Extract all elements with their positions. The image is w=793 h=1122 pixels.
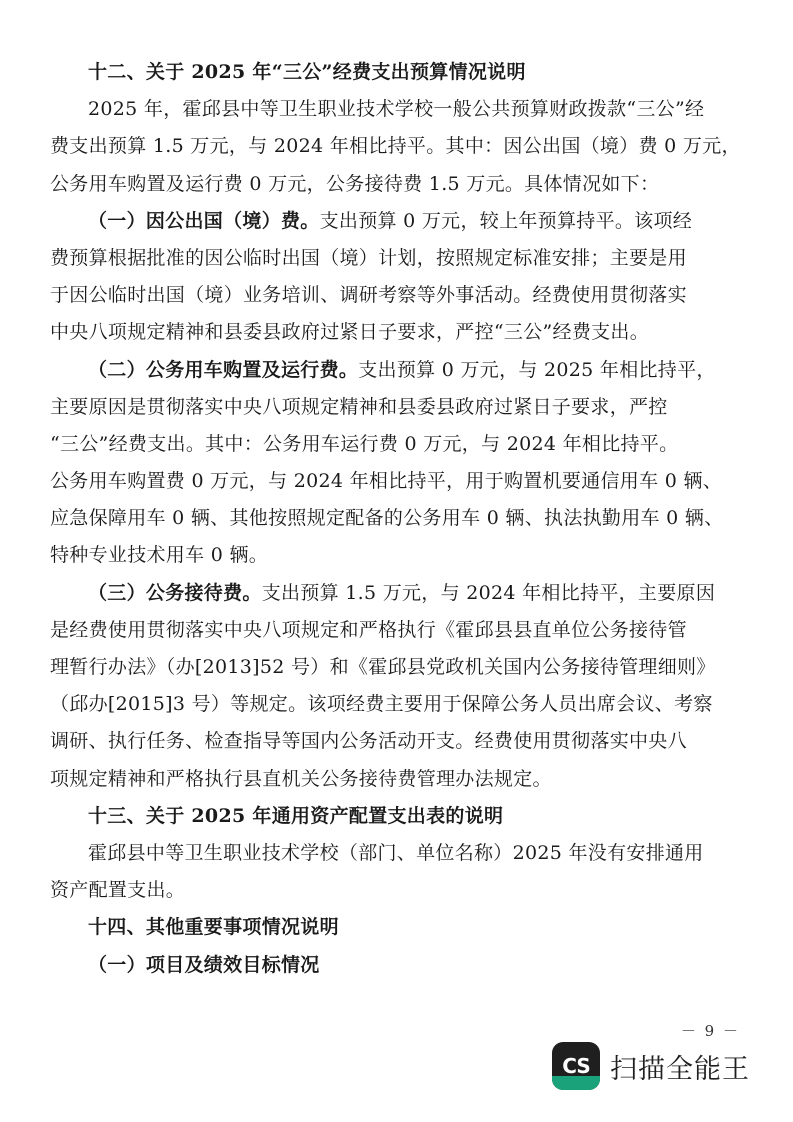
subsection-title: （三）公务接待费。 — [88, 581, 262, 604]
paragraph-line: 是经费使用贯彻落实中央八项规定和严格执行《霍邱县县直单位公务接待管 — [50, 618, 687, 641]
paragraph-line: 调研、执行任务、检查指导等国内公务活动开支。经费使用贯彻落实中央八 — [50, 730, 687, 753]
document-body — [50, 54, 755, 984]
camscanner-logo-icon — [552, 1042, 600, 1090]
paragraph-line: 项规定精神和严格执行县直机关公务接待费管理办法规定。 — [50, 767, 552, 790]
paragraph-line: 公务用车购置及运行费 0 万元，公务接待费 1.5 万元。具体情况如下： — [50, 172, 660, 195]
paragraph-line: 资产配置支出。 — [50, 879, 186, 902]
paragraph-line: 霍邱县中等卫生职业技术学校（部门、单位名称）2025 年没有安排通用 — [88, 841, 704, 864]
subsection-title: （二）公务用车购置及运行费。 — [88, 358, 359, 381]
subsection-line: （一）因公出国（境）费。支出预算 0 万元，较上年预算持平。该项经 — [88, 209, 693, 232]
paragraph-line: 理暂行办法》（办[2013]52 号）和《霍邱县党政机关国内公务接待管理细则》 — [50, 656, 716, 678]
paragraph-line: 应急保障用车 0 辆、其他按照规定配备的公务用车 0 辆、执法执勤用车 0 辆、 — [50, 507, 724, 530]
watermark-app-name: 扫描全能王 — [610, 1053, 750, 1085]
paragraph-line: 于因公临时出国（境）业务培训、调研考察等外事活动。经费使用贯彻落实 — [50, 284, 687, 307]
subsection-heading: （一）项目及绩效目标情况 — [88, 953, 320, 976]
logo-text: CS — [562, 1054, 590, 1078]
camscanner-watermark — [552, 1041, 750, 1091]
paragraph-line: 2025 年，霍邱县中等卫生职业技术学校一般公共预算财政拨款“三公”经 — [88, 98, 705, 121]
paragraph-line: “三公”经费支出。其中：公务用车运行费 0 万元，与 2024 年相比持平。 — [50, 432, 679, 455]
subsection-line: （三）公务接待费。支出预算 1.5 万元，与 2024 年相比持平，主要原因 — [88, 581, 716, 604]
paragraph-line: 主要原因是贯彻落实中央八项规定精神和县委县政府过紧日子要求，严控 — [50, 395, 668, 418]
subsection-line: （二）公务用车购置及运行费。支出预算 0 万元，与 2025 年相比持平， — [88, 358, 716, 381]
section-heading-14: 十四、其他重要事项情况说明 — [88, 916, 339, 939]
paragraph-line: 费支出预算 1.5 万元，与 2024 年相比持平。其中：因公出国（境）费 0 万元， — [50, 135, 741, 158]
paragraph-line: 特种专业技术用车 0 辆。 — [50, 544, 269, 567]
paragraph-line: （邱办[2015]3 号）等规定。该项经费主要用于保障公务人员出席会议、考察 — [50, 693, 713, 716]
paragraph-line: 公务用车购置费 0 万元，与 2024 年相比持平，用于购置机要通信用车 0 辆、 — [50, 470, 723, 493]
page-number: － 9 － — [680, 1022, 740, 1040]
paragraph-line: 费预算根据批准的因公临时出国（境）计划，按照规定标准安排；主要是用 — [50, 246, 687, 269]
section-heading-13: 十三、关于 2025 年通用资产配置支出表的说明 — [88, 804, 504, 827]
subsection-title: （一）因公出国（境）费。 — [88, 209, 320, 232]
paragraph-line: 中央八项规定精神和县委县政府过紧日子要求，严控“三公”经费支出。 — [50, 321, 650, 344]
section-heading-12: 十二、关于 2025 年“三公”经费支出预算情况说明 — [88, 61, 526, 83]
